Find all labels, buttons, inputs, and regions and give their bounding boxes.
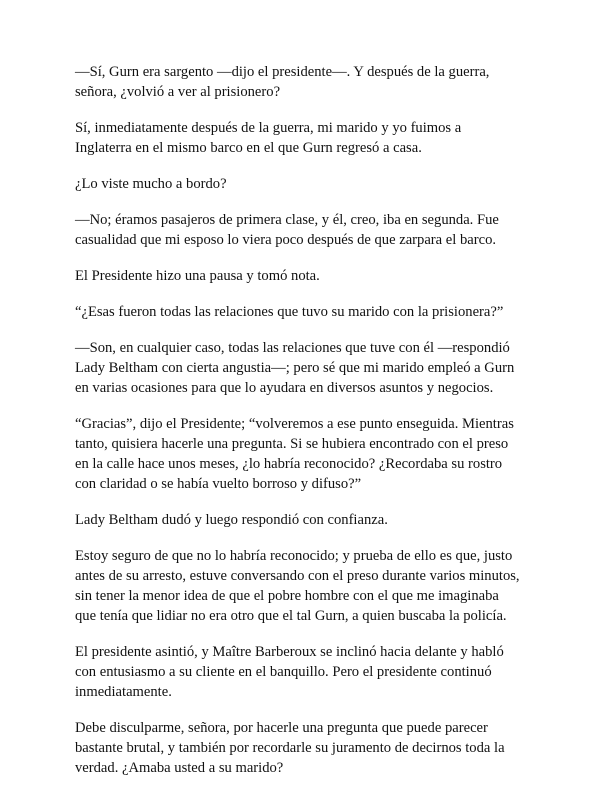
paragraph-4 bbox=[75, 210, 535, 250]
text-line: bastante brutal, y también por recordarle su juramento de decirnos toda la bbox=[75, 740, 505, 756]
paragraph-9 bbox=[75, 510, 535, 530]
text-line: Estoy seguro de que no lo habría reconocido; y prueba de ello es que, justo bbox=[75, 548, 513, 564]
text-line: El Presidente hizo una pausa y tomó nota. bbox=[75, 268, 320, 284]
document-page bbox=[75, 62, 535, 794]
text-line: Lady Beltham con cierta angustia—; pero sé que mi marido empleó a Gurn bbox=[75, 360, 515, 376]
paragraph-5 bbox=[75, 266, 535, 286]
text-line: en la calle hace unos meses, ¿lo habría reconocido? ¿Recordaba su rostro bbox=[75, 456, 503, 472]
paragraph-1 bbox=[75, 62, 535, 102]
text-line: —No; éramos pasajeros de primera clase, y él, creo, iba en segunda. Fue bbox=[75, 212, 499, 228]
paragraph-2 bbox=[75, 118, 535, 158]
text-line: tanto, quisiera hacerle una pregunta. Si se hubiera encontrado con el preso bbox=[75, 436, 509, 452]
text-line: El presidente asintió, y Maître Barberoux se inclinó hacia delante y habló bbox=[75, 644, 504, 660]
text-line: inmediatamente. bbox=[75, 684, 172, 700]
text-line: —Son, en cualquier caso, todas las relaciones que tuve con él —respondió bbox=[75, 340, 510, 356]
paragraph-3 bbox=[75, 174, 535, 194]
text-line: ¿Lo viste mucho a bordo? bbox=[75, 176, 227, 192]
text-line: Sí, inmediatamente después de la guerra, mi marido y yo fuimos a bbox=[75, 120, 462, 136]
text-line: “¿Esas fueron todas las relaciones que tuvo su marido con la prisionera?” bbox=[75, 304, 504, 320]
text-line: con claridad o se había vuelto borroso y difuso?” bbox=[75, 476, 362, 492]
paragraph-7 bbox=[75, 338, 535, 398]
text-line: verdad. ¿Amaba usted a su marido? bbox=[75, 760, 284, 776]
text-line: sin tener la menor idea de que el pobre hombre con el que me imaginaba bbox=[75, 588, 499, 604]
text-line: —Sí, Gurn era sargento —dijo el presidente—. Y después de la guerra, bbox=[75, 64, 490, 80]
text-line: en varias ocasiones para que lo ayudara en diversos asuntos y negocios. bbox=[75, 380, 494, 396]
paragraph-12 bbox=[75, 718, 535, 778]
text-line: “Gracias”, dijo el Presidente; “volveremos a ese punto enseguida. Mientras bbox=[75, 416, 514, 432]
paragraph-10 bbox=[75, 546, 535, 626]
paragraph-8 bbox=[75, 414, 535, 494]
paragraph-11 bbox=[75, 642, 535, 702]
paragraph-6 bbox=[75, 302, 535, 322]
text-line: con entusiasmo a su cliente en el banquillo. Pero el presidente continuó bbox=[75, 664, 492, 680]
text-line: antes de su arresto, estuve conversando con el preso durante varios minutos, bbox=[75, 568, 520, 584]
text-line: Lady Beltham dudó y luego respondió con confianza. bbox=[75, 512, 388, 528]
text-line: señora, ¿volvió a ver al prisionero? bbox=[75, 84, 281, 100]
text-line: que tenía que lidiar no era otro que el tal Gurn, a quien buscaba la policía. bbox=[75, 608, 507, 624]
text-line: Inglaterra en el mismo barco en el que Gurn regresó a casa. bbox=[75, 140, 422, 156]
text-line: casualidad que mi esposo lo viera poco después de que zarpara el barco. bbox=[75, 232, 497, 248]
text-line: Debe disculparme, señora, por hacerle una pregunta que puede parecer bbox=[75, 720, 488, 736]
